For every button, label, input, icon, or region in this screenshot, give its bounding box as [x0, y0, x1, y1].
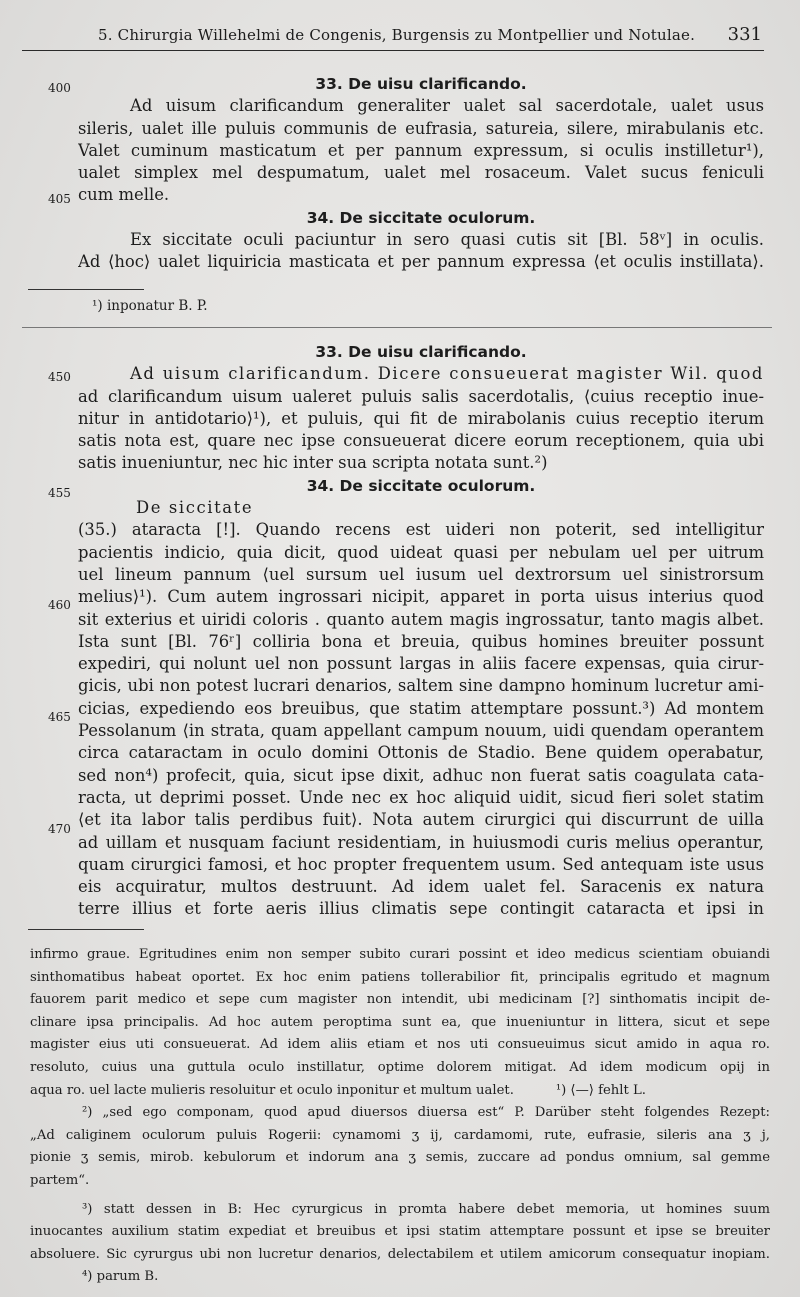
note-line: sinthomatibus habeat oportet. Ex hoc enim patiens tollerabilior fit, principalis egritudo et magnum — [30, 969, 770, 985]
text-line: quam cirurgici famosi, et hoc propter frequentem usum. Sed antequam iste usus — [78, 854, 764, 874]
line-number: 455 — [48, 486, 71, 500]
section-heading: 33. De uisu clarificando. — [315, 75, 527, 93]
text-line: Valet cuminum masticatum et per pannum expressum, si oculis instilletur¹), — [78, 140, 764, 160]
text-line: sed non⁴) profecit, quia, sicut ipse dixit, adhuc non fuerat satis coagulata cata- — [78, 765, 764, 785]
note-line: „Ad caliginem oculorum puluis Rogerii: cynamomi ʒ ij, cardamomi, rute, eufrasie, sileris ana ʒ j, — [30, 1127, 770, 1143]
section-heading: 34. De siccitate oculorum. — [306, 208, 536, 227]
text-line: sileris, ualet ille puluis communis de eufrasia, satureia, silere, mirabulanis etc. — [78, 118, 764, 138]
text-line: Ad uisum clarificandum generaliter ualet sal sacerdotale, ualet usus — [130, 96, 764, 116]
text-line: terre illius et forte aeris illius climatis sepe contingit cataracta et ipsi in — [78, 899, 764, 919]
text-line: ualet simplex mel despumatum, ualet mel rosaceum. Valet sucus feniculi — [78, 163, 764, 183]
note-line: fauorem parit medico et sepe cum magister non intendit, ubi medicinam [?] sinthomatis incipit de- — [30, 992, 770, 1008]
text-line: satis inueniuntur, nec hic inter sua scripta notata sunt.²) — [78, 453, 548, 473]
page-number: 331 — [727, 24, 762, 45]
text-line: pacientis indicio, quia dicit, quod uideat quasi per nebulam uel per uitrum — [78, 542, 764, 562]
text-line: satis nota est, quare nec ipse consueuerat dicere eorum receptionem, quia ubi — [78, 431, 764, 451]
note-line: infirmo graue. Egritudines enim non semper subito curari possint et ideo medicus scientiam obuiandi — [30, 947, 770, 962]
running-header — [28, 24, 772, 50]
text-line: gicis, ubi non potest lucrari denarios, saltem sine dampno hominum lucretur ami- — [78, 676, 764, 696]
note-line: partem“. — [30, 1172, 90, 1188]
note-line: ²) „sed ego componam, quod apud diuersos diuersa est“ P. Darüber steht folgendes Rezept: — [82, 1105, 770, 1121]
text-line: racta, ut deprimi posset. Unde nec ex hoc aliquid uidit, sicud fieri solet statim — [78, 787, 764, 807]
text-line: (35.) ataracta [!]. Quando recens est uideri non poterit, sed intelligitur — [78, 520, 764, 540]
text-line: expediri, qui nolunt uel non possunt largas in aliis facere expensas, quia cirur- — [78, 654, 764, 674]
lower-text-block — [78, 341, 764, 921]
text-line: cum melle. — [78, 185, 170, 205]
header-rule — [22, 50, 764, 51]
upper-text-block — [78, 73, 764, 274]
text-line: ⟨et ita labor talis perdibus fuit⟩. Nota autem cirurgici qui discurrunt de uilla — [78, 810, 764, 830]
note-line: magister eius uti consueuerat. Ad idem aliis etiam et nos uti consueuimus sicut amido in aqua ro. — [30, 1037, 770, 1053]
line-number: 450 — [48, 370, 71, 384]
footnote: ¹) inponatur B. P. — [92, 298, 208, 314]
note-line: ⁴) parum B. — [82, 1269, 159, 1285]
note-line: inuocantes auxilium statim expediat et breuibus et ipsi statim attemptare possunt et ipse se breuiter — [30, 1224, 770, 1240]
text-line: uel lineum pannum ⟨uel sursum uel iusum uel dextrorsum uel sinistrorsum — [78, 564, 764, 584]
text-line: De siccitate — [136, 498, 254, 518]
text-line: Ista sunt [Bl. 76ʳ] colliria bona et breuia, quibus homines breuiter possunt — [78, 631, 764, 651]
line-number: 460 — [48, 598, 71, 612]
text-line: Pessolanum ⟨in strata, quam appellant campum nouum, uidi quendam operantem — [78, 721, 764, 741]
note-line: clinare ipsa principalis. Ad hoc autem peroptima sunt ea, que inueniuntur in littera, sicut et sepe — [30, 1014, 770, 1030]
text-line: circa cataractam in oculo domini Ottonis de Stadio. Bene quidem operabatur, — [78, 743, 764, 763]
line-number: 405 — [48, 192, 71, 206]
text-line: ad uillam et nusquam faciunt residentiam, in huiusmodi curis melius operantur, — [78, 832, 764, 852]
line-number: 400 — [48, 81, 71, 95]
notes-block — [30, 944, 770, 1289]
section-divider — [22, 327, 772, 328]
text-line: melius⟩¹). Cum autem ingrossari nicipit, apparet in porta uisus interius quod — [78, 587, 764, 607]
text-line: Ad ⟨hoc⟩ ualet liquiricia masticata et per pannum expressa ⟨et oculis instillata⟩. — [78, 252, 764, 272]
text-line: cicias, expediendo eos breuibus, que statim attemptare possunt.³) Ad montem — [78, 698, 764, 718]
text-line: Ad uisum clarificandum. Dicere consueuerat magister Wil. quod — [130, 364, 764, 384]
footnote-rule — [28, 289, 144, 290]
footnote-rule — [28, 929, 144, 930]
section-heading: 33. De uisu clarificando. — [315, 343, 527, 361]
running-header-title: 5. Chirurgia Willehelmi de Congenis, Burgensis zu Montpellier und Notulae. — [98, 26, 696, 44]
section-heading: 34. De siccitate oculorum. — [306, 476, 536, 495]
line-number: 465 — [48, 710, 71, 724]
text-line: Ex siccitate oculi paciuntur in sero quasi cutis sit [Bl. 58ᵛ] in oculis. — [130, 230, 764, 250]
text-line: nitur in antidotario⟩¹), et puluis, qui fit de mirabolanis cuius receptio iterum — [78, 408, 764, 428]
note-line: resoluto, cuius una guttula oculo instillatur, optime dolorem mitigat. Ad idem modicum opij in — [30, 1059, 770, 1075]
text-line: sit exterius et uiridi coloris . quanto autem magis ingrossatur, tanto magis albet. — [78, 609, 764, 629]
note-line: pionie ʒ semis, mirob. kebulorum et indorum ana ʒ semis, zuccare ad pondus omnium, sal gemme — [30, 1150, 770, 1166]
text-line: eis acquiratur, multos destruunt. Ad idem ualet fel. Saracenis ex natura — [78, 877, 764, 897]
note-line: ³) statt dessen in B: Hec cyrurgicus in promta habere debet memoria, ut homines suum — [82, 1201, 770, 1217]
note-line: aqua ro. uel lacte mulieris resoluitur et oculo inponitur et multum ualet. ¹) ⟨—⟩ fehlt L. — [30, 1082, 646, 1098]
line-number: 470 — [48, 822, 71, 836]
text-line: ad clarificandum uisum ualeret puluis salis sacerdotalis, ⟨cuius receptio inue- — [78, 386, 764, 406]
note-line: absoluere. Sic cyrurgus ubi non lucretur denarios, delectabilem et utilem amicorum consequatur inopiam. — [30, 1246, 770, 1262]
